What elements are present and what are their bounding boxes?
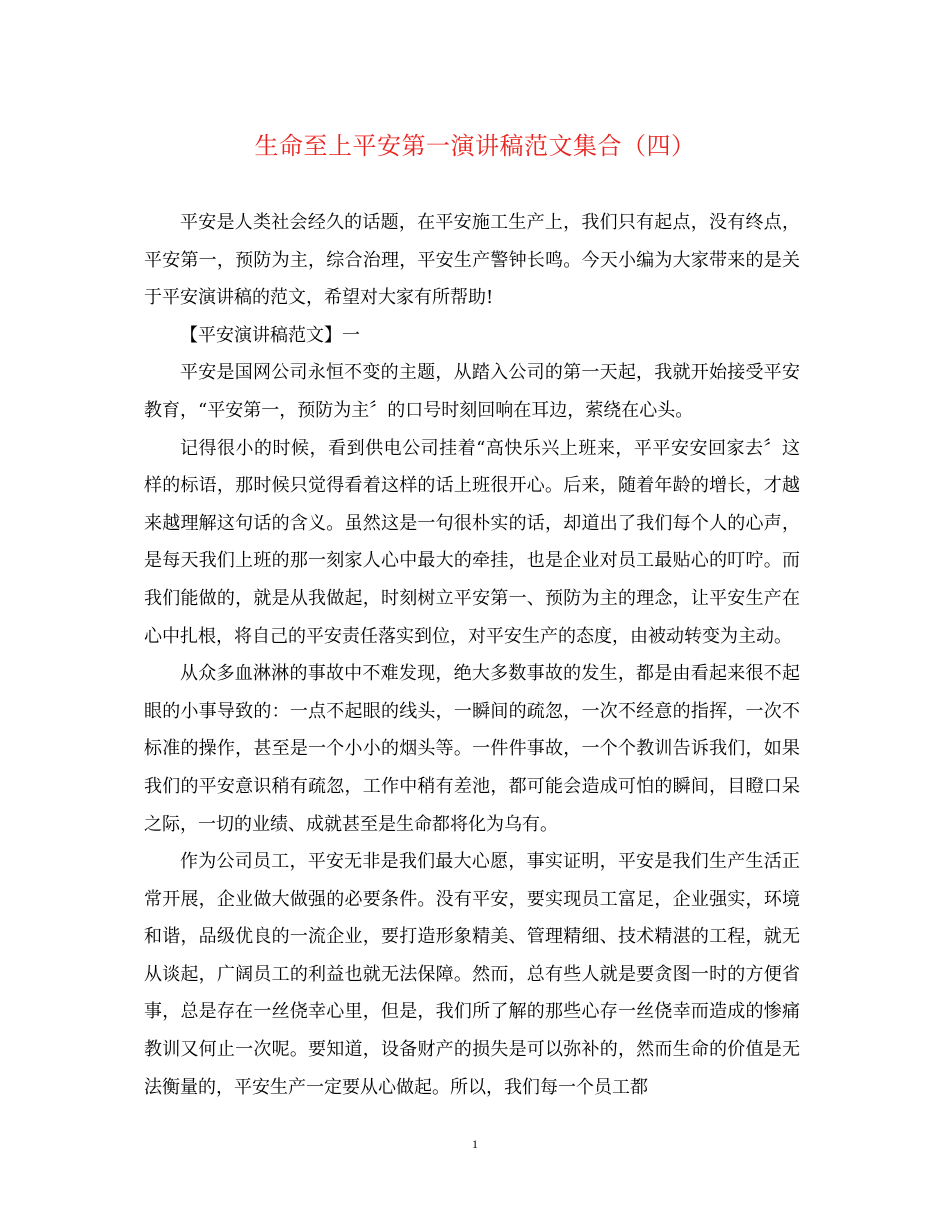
document-body bbox=[144, 204, 800, 1106]
document-title: 生命至上平安第一演讲稿范文集合（四） bbox=[254, 132, 696, 160]
paragraph-3: 从众多血淋淋的事故中不难发现，绝大多数事故的发生，都是由看起来很不起眼的小事导致的：一点不起眼的线头，一瞬间的疏忽，一次不经意的指挥，一次不标准的操作，甚至是一个小小的烟头等。一件件事故，一个个教训告诉我们，如果我们的平安意识稍有疏忽，工作中稍有差池，都可能会造成可怕的瞬间，目瞪口呆之际，一切的业绩、成就甚至是生命都将化为乌有。 bbox=[144, 663, 800, 835]
paragraph-2: 记得很小的时候，看到供电公司挂着“高快乐兴上班来，平平安安回家去〞这样的标语，那时候只觉得看着这样的话上班很开心。后来，随着年龄的增长，才越来越理解这句话的含义。虽然这是一句很朴实的话，却道出了我们每个人的心声，是每天我们上班的那一刻家人心中最大的牵挂，也是企业对员工最贴心的叮咛。而我们能做的，就是从我做起，时刻树立平安第一、预防为主的理念，让平安生产在心中扎根，将自己的平安责任落实到位，对平安生产的态度，由被动转变为主动。 bbox=[144, 437, 800, 647]
page-number: 1 bbox=[472, 1137, 478, 1151]
paragraph-4: 作为公司员工，平安无非是我们最大心愿，事实证明，平安是我们生产生活正常开展，企业做大做强的必要条件。没有平安，要实现员工富足，企业强实，环境和谐，品级优良的一流企业，要打造形象精美、管理精细、技术精湛的工程，就无从谈起，广阔员工的利益也就无法保障。然而，总有些人就是要贪图一时的方便省事，总是存在一丝侥幸心里，但是，我们所了解的那些心存一丝侥幸而造成的惨痛教训又何止一次呢。要知道，设备财产的损失是可以弥补的，然而生命的价值是无法衡量的，平安生产一定要从心做起。所以，我们每一个员工都 bbox=[144, 851, 800, 1098]
paragraph-1: 平安是国网公司永恒不变的主题，从踏入公司的第一天起，我就开始接受平安教育，“平安第一，预防为主〞的口号时刻回响在耳边，萦绕在心头。 bbox=[144, 362, 800, 421]
paragraph-intro: 平安是人类社会经久的话题，在平安施工生产上，我们只有起点，没有终点，平安第一，预防为主，综合治理，平安生产警钟长鸣。今天小编为大家带来的是关于平安演讲稿的范文，希望对大家有所帮助! bbox=[144, 212, 800, 309]
paragraph-section-heading: 【平安演讲稿范文】一 bbox=[180, 324, 360, 346]
